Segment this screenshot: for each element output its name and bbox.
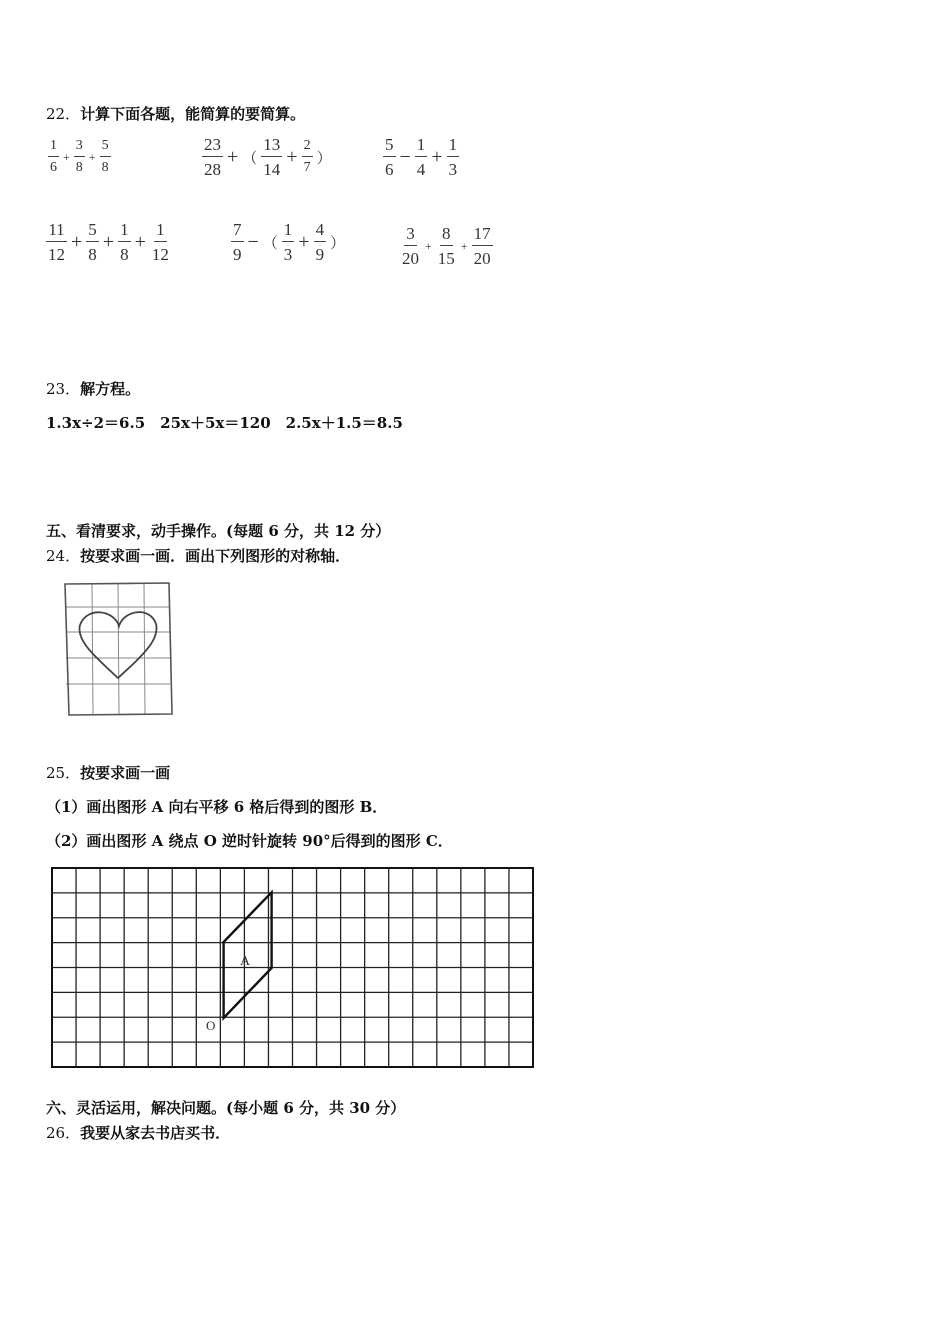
denominator: 6 — [385, 160, 394, 179]
section-5-heading: 五、看清要求，动手操作。(每题 6 分，共 12 分） — [46, 522, 391, 540]
q25-part-2: （2）画出图形 A 绕点 O 逆时针旋转 90°后得到的图形 C． — [46, 832, 453, 850]
q25-part-1: （1）画出图形 A 向右平移 6 格后得到的图形 B． — [46, 798, 388, 816]
q24-text: 按要求画一画．画出下列图形的对称轴． — [80, 547, 351, 565]
figure-a-label: A — [240, 954, 251, 969]
numerator: 4 — [314, 221, 327, 242]
q22-text: 计算下面各题，能简算的要简算。 — [80, 105, 306, 123]
denominator: 4 — [416, 160, 426, 179]
q26-text: 我要从家去书店买书． — [80, 1124, 231, 1142]
denominator: 8 — [75, 160, 83, 175]
numerator: 5 — [86, 221, 99, 242]
numerator: 11 — [46, 221, 66, 242]
operator: + — [134, 230, 146, 253]
numerator: 1 — [154, 221, 167, 242]
denominator: 8 — [88, 245, 97, 264]
q22-expression-5 — [229, 221, 347, 263]
paren-left: （ — [262, 235, 278, 252]
q23-number: 23． — [46, 380, 81, 398]
operator: + — [298, 230, 310, 253]
numerator: 1 — [48, 139, 59, 157]
numerator: 5 — [100, 139, 111, 157]
denominator: 9 — [233, 245, 242, 264]
numerator: 1 — [415, 136, 428, 157]
heart-grid-figure — [62, 580, 174, 718]
denominator: 3 — [283, 245, 293, 264]
q25-number: 25． — [46, 764, 81, 782]
denominator: 14 — [263, 160, 281, 179]
q23-equations: 1.3x÷2＝6.5 25x＋5x＝120 2.5x＋1.5＝8.5 — [46, 414, 403, 432]
q22-expression-4 — [44, 221, 173, 263]
numerator: 3 — [74, 139, 85, 157]
operator: − — [399, 145, 411, 168]
numerator: 3 — [404, 225, 417, 246]
numerator: 5 — [383, 136, 396, 157]
q22-expression-6 — [398, 225, 495, 267]
q24-number: 24． — [46, 547, 81, 565]
operator: + — [102, 230, 115, 253]
denominator: 12 — [48, 245, 65, 264]
numerator: 7 — [231, 221, 244, 242]
point-o-label: O — [206, 1018, 216, 1033]
translation-rotation-grid — [50, 866, 536, 1070]
numerator: 1 — [447, 136, 460, 157]
operator: + — [63, 149, 70, 164]
operator: + — [286, 145, 298, 168]
paren-left: （ — [242, 150, 258, 167]
denominator: 7 — [303, 160, 311, 175]
q22-number: 22． — [46, 105, 81, 123]
denominator: 12 — [151, 245, 169, 264]
q26-number: 26． — [46, 1124, 81, 1142]
q22-expression-3 — [381, 136, 461, 178]
q25-text: 按要求画一画 — [80, 764, 171, 782]
q22-expression-1 — [46, 139, 113, 175]
operator: − — [247, 230, 259, 253]
q24-title — [46, 545, 350, 566]
operator: + — [425, 238, 432, 253]
denominator: 8 — [101, 160, 109, 175]
operator: + — [227, 145, 239, 168]
numerator: 2 — [302, 139, 313, 157]
denominator: 6 — [50, 160, 57, 175]
operator: + — [71, 230, 83, 253]
denominator: 9 — [315, 245, 325, 264]
q26-title — [46, 1122, 230, 1143]
operator: + — [431, 145, 443, 168]
q22-expression-2 — [200, 136, 334, 178]
numerator: 13 — [261, 136, 282, 157]
q22-title — [46, 103, 305, 124]
operator: + — [460, 238, 468, 253]
numerator: 1 — [282, 221, 295, 242]
denominator: 3 — [448, 160, 458, 179]
denominator: 8 — [120, 245, 129, 264]
denominator: 20 — [473, 249, 491, 268]
operator: + — [88, 149, 96, 164]
paren-right: ） — [316, 150, 332, 167]
numerator: 1 — [118, 221, 131, 242]
q23-title — [46, 378, 140, 399]
numerator: 17 — [472, 225, 493, 246]
denominator: 20 — [402, 249, 419, 268]
numerator: 8 — [440, 225, 453, 246]
denominator: 28 — [204, 160, 221, 179]
denominator: 15 — [437, 249, 455, 268]
paren-right: ） — [330, 235, 346, 252]
q23-text: 解方程。 — [80, 380, 141, 398]
section-6-heading: 六、灵活运用，解决问题。(每小题 6 分，共 30 分） — [46, 1099, 406, 1117]
numerator: 23 — [202, 136, 223, 157]
q25-title — [46, 762, 170, 783]
